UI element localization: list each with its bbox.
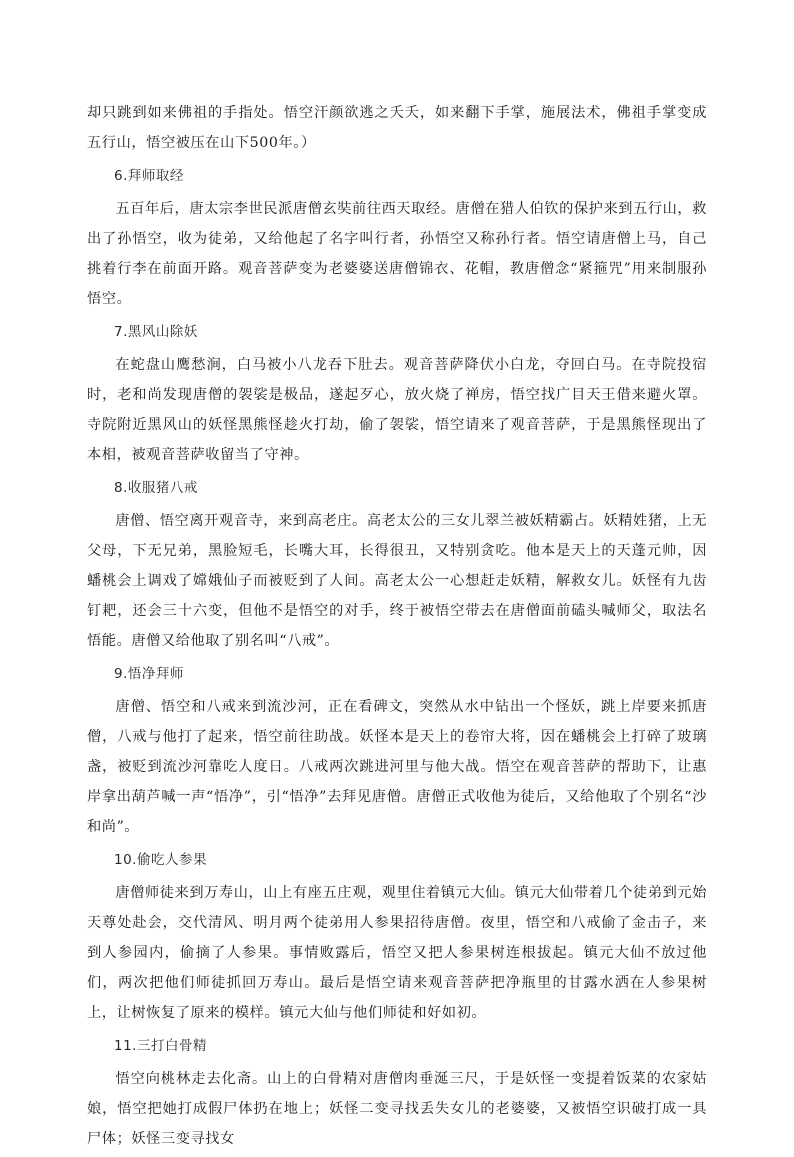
section-paragraph: 在蛇盘山鹰愁涧，白马被小八龙吞下肚去。观音菩萨降伏小白龙，夺回白马。在寺院投宿时，老和尚发现唐僧的袈裟是极品，遂起歹心，放火烧了禅房，悟空找广目天王借来避火罩。寺院附近黑风山的妖怪黑熊怪趁火打劫，偷了袈裟，悟空请来了观音菩萨，于是黑熊怪现出了本相，被观音菩萨收留当了守神。 <box>87 357 707 463</box>
section-10 <box>87 845 707 1028</box>
intro-paragraph: 却只跳到如来佛祖的手指处。悟空汗颜欲逃之夭夭，如来翻下手掌，施展法术，佛祖手掌变成五行山，悟空被压在山下500年。） <box>87 105 707 151</box>
section-8 <box>87 473 707 656</box>
section-paragraph: 唐僧、悟空离开观音寺，来到高老庄。高老太公的三女儿翠兰被妖精霸占。妖精姓猪，上无父母，下无兄弟，黑脸短毛，长嘴大耳，长得很丑，又特别贪吃。他本是天上的天蓬元帅，因蟠桃会上调戏了嫦娥仙子而被贬到了人间。高老太公一心想赶走妖精，解救女儿。妖怪有九齿钉耙，还会三十六变，但他不是悟空的对手，终于被悟空带去在唐僧面前磕头喊师父，取法名悟能。唐僧又给他取了别名叫“八戒”。 <box>87 513 707 649</box>
section-9 <box>87 659 707 842</box>
section-paragraph: 五百年后，唐太宗李世民派唐僧玄奘前往西天取经。唐僧在猎人伯钦的保护来到五行山，救出了孙悟空，收为徒弟，又给他起了名字叫行者，孙悟空又称孙行者。悟空请唐僧上马，自己挑着行李在前面开路。观音菩萨变为老婆婆送唐僧锦衣、花帽，教唐僧念“紧箍咒”用来制服孙悟空。 <box>87 201 707 307</box>
section-heading: 10.偷吃人参果 <box>114 852 207 868</box>
section-6 <box>87 161 707 314</box>
section-heading: 8.收服猪八戒 <box>114 480 198 496</box>
section-paragraph: 悟空向桃林走去化斋。山上的白骨精对唐僧肉垂涎三尺，于是妖怪一变提着饭菜的农家姑娘，悟空把她打成假尸体扔在地上；妖怪二变寻找丢失女儿的老婆婆，又被悟空识破打成一具尸体；妖怪三变寻找女 <box>87 1071 707 1147</box>
section-paragraph: 唐僧师徒来到万寿山，山上有座五庄观，观里住着镇元大仙。镇元大仙带着几个徒弟到元始天尊处赴会，交代清风、明月两个徒弟用人参果招待唐僧。夜里，悟空和八戒偷了金击子，来到人参园内，偷摘了人参果。事情败露后，悟空又把人参果树连根拔起。镇元大仙不放过他们，两次把他们师徒抓回万寿山。最后是悟空请来观音菩萨把净瓶里的甘露水洒在人参果树上，让树恢复了原来的模样。镇元大仙与他们师徒和好如初。 <box>87 885 707 1021</box>
section-heading: 11.三打白骨精 <box>114 1038 207 1054</box>
section-11 <box>87 1031 707 1154</box>
document-body <box>87 98 707 1157</box>
section-7 <box>87 317 707 470</box>
section-heading: 6.拜师取经 <box>114 168 184 184</box>
section-heading: 9.悟净拜师 <box>114 666 184 682</box>
section-heading: 7.黑风山除妖 <box>114 324 198 340</box>
section-paragraph: 唐僧、悟空和八戒来到流沙河，正在看碑文，突然从水中钻出一个怪妖，跳上岸要来抓唐僧，八戒与他打了起来，悟空前往助战。妖怪本是天上的卷帘大将，因在蟠桃会上打碎了玻璃盏，被贬到流沙河靠吃人度日。八戒两次跳进河里与他大战。悟空在观音菩萨的帮助下，让惠岸拿出葫芦喊一声“悟净”，引“悟净”去拜见唐僧。唐僧正式收他为徒后，又给他取了个别名“沙和尚”。 <box>87 699 707 835</box>
